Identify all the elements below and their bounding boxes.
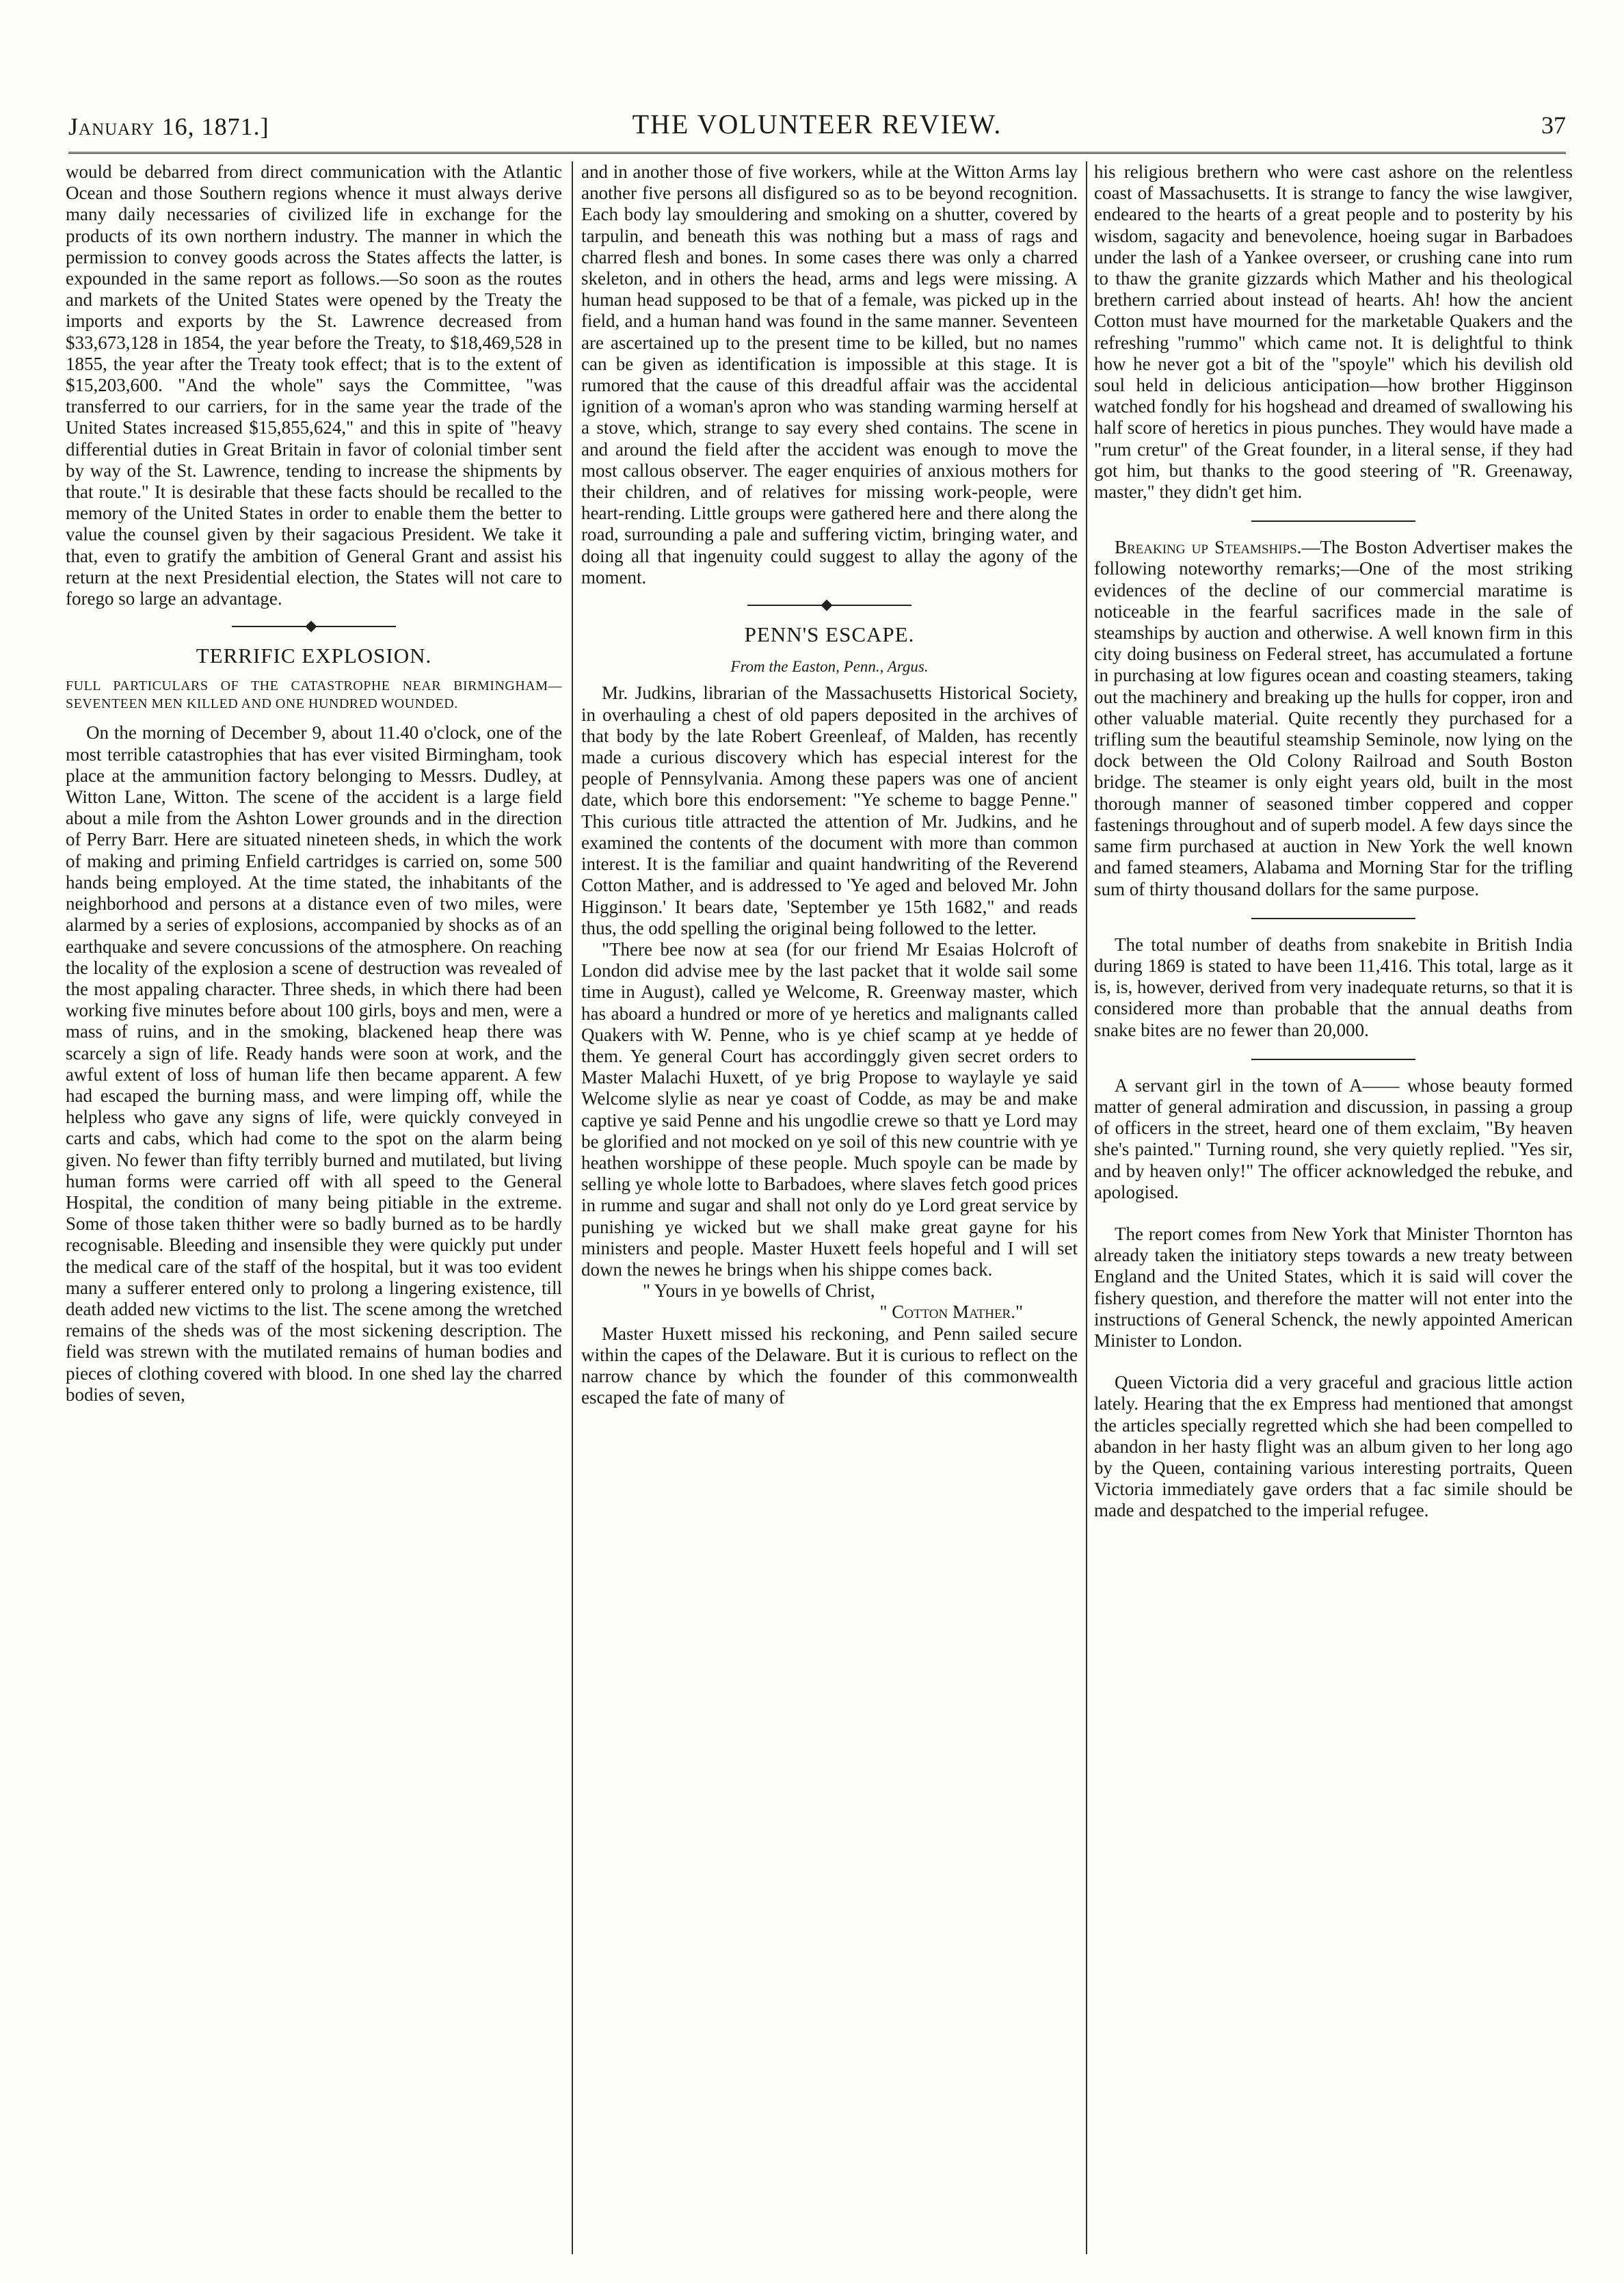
article-heading-penn: PENN'S ESCAPE.: [744, 622, 915, 647]
issue-date: January 16, 1871.]: [68, 113, 269, 140]
header-rule: [68, 152, 1566, 154]
letter-closing: " Yours in ye bowells of Christ,: [643, 1280, 875, 1302]
column-1: [66, 161, 562, 1406]
article-rule: [1251, 520, 1415, 522]
letter-signature: " Cotton Mather.": [879, 1302, 1023, 1323]
column-divider: [572, 161, 573, 2254]
page-header: [68, 108, 1566, 142]
article-paragraph: [1094, 537, 1573, 899]
article-paragraph: Master Huxett missed his reckoning, and Penn sailed secure within the capes of the Delaware. But it is curious to reflect on the narrow chance by which the founder of this commonwealth escaped the fate of many of: [581, 1323, 1078, 1408]
article-paragraph: Queen Victoria did a very graceful and gracious little action lately. Hearing that the ex Empress had mentioned that amongst the articles specially regretted which she had been compelled to abandon in her hasty flight was an album given to her long ago by the Queen, containing various interesting portraits, Queen Victoria immediately gave orders that a fac simile should be made and despatched to the imperial refugee.: [1094, 1372, 1573, 1521]
article-source: From the Easton, Penn., Argus.: [730, 658, 929, 676]
article-divider: [747, 605, 911, 606]
publication-title: THE VOLUNTEER REVIEW.: [632, 109, 1002, 140]
article-paragraph: Mr. Judkins, librarian of the Massachusetts Historical Society, in overhauling a chest of old papers deposited in the archives of that body by the late Robert Greenleaf, of Malden, has recently made a curious discovery which has especial interest for the people of Pennsylvania. Among these papers was one of ancient date, which bore this endorsement: "Ye scheme to bagge Penne." This curious title attracted the attention of Mr. Judkins, and he examined the contents of the document with more than common interest. It is the familiar and quaint handwriting of the Reverend Cotton Mather, and is addressed to 'Ye aged and beloved Mr. John Higginson.' It bears date, 'September ye 15th 1682," and reads thus, the odd spelling the original being followed to the letter.: [581, 683, 1078, 938]
article-rule: [1251, 1059, 1415, 1060]
article-subheading: FULL PARTICULARS OF THE CATASTROPHE NEAR BIRMINGHAM—SEVENTEEN MEN KILLED AND ONE HUNDRED WOUNDED.: [66, 678, 562, 712]
paragraph-text: —The Boston Advertiser makes the following noteworthy remarks;—One of the most striking evidences of the decline of our commercial maratime is noticeable in the fearful sacrifices made in the sale of steamships by auction and otherwise. A well known firm in this city doing business on Federal street, has accumulated a fortune in purchasing at low figures ocean and coasting steamers, taking out the machinery and breaking up the hulls for copper, iron and other valuable material. Quite recently they purchased for a trifling sum the beautiful steamship Seminole, now lying on the dock between the Old Colony Railroad and South Boston bridge. The steamer is only eight years old, built in the most thorough manner of seasoned timber coppered and copper fastenings throughout and of superb model. A few days since the same firm purchased at auction in New York the well known and famed steamers, Alabama and Morning Star for the trifling sum of thirty thousand dollars for the same purpose.: [1094, 537, 1573, 899]
article-continued-paragraph: and in another those of five workers, while at the Witton Arms lay another five persons all disfigured so as to be beyond recognition. Each body lay smouldering and smoking on a shutter, covered by tarpulin, and beneath this was nothing but a mass of rags and charred flesh and bones. In some cases there was only a charred skeleton, and in others the head, arms and legs were missing. A human head supposed to be that of a female, was picked up in the field, and a human hand was found in the same manner. Seventeen are ascertained up to the present time to be killed, but no names can be given as identification is impossible at this stage. It is rumored that the cause of this dreadful affair was the accidental ignition of a woman's apron who was standing warming herself at a stove, which, strange to say every shed contains. The scene in and around the field after the accident was enough to move the most callous observer. The eager enquiries of anxious mothers for their children, and of relatives for missing work-people, were heart-rending. Little groups were gathered here and there along the road, surrounding a pale and suffering victim, bringing water, and doing all that ingenuity could suggest to allay the agony of the moment.: [581, 161, 1078, 588]
runin-heading: Breaking up Steamships.: [1115, 537, 1302, 558]
article-divider: [232, 626, 396, 627]
column-divider: [1086, 161, 1087, 2254]
article-heading-explosion: TERRIFIC EXPLOSION.: [196, 644, 432, 668]
article-paragraph: A servant girl in the town of A—— whose beauty formed matter of general admiration and discussion, in passing a group of officers in the street, heard one of them exclaim, "By heaven she's painted." Turning round, she very quietly replied. "Yes sir, and by heaven only!" The officer acknowledged the rebuke, and apologised.: [1094, 1074, 1573, 1202]
article-paragraph: On the morning of December 9, about 11.40 o'clock, one of the most terrible catastrophies that has ever visited Birmingham, took place at the ammunition factory belonging to Messrs. Dudley, at Witton Lane, Witton. The scene of the accident is a large field about a mile from the Ashton Lower grounds and in the direction of Perry Barr. Here are situated nineteen sheds, in which the work of making and priming Enfield cartridges is carried on, some 500 hands being employed. At the time stated, the inhabitants of the neighborhood and persons at a distance even of two miles, were alarmed by a series of explosions, accompanied by shocks as of an earthquake and severe concussions of the atmosphere. On reaching the locality of the explosion a scene of destruction was revealed of the most appaling character. Three sheds, in which there had been working five minutes before about 100 girls, boys and men, were a mass of ruins, and in the smoking, blackened heap there was scarcely a sign of life. Ready hands were soon at work, and the awful extent of loss of human life then became apparent. A few had escaped the burning mass, and were limping off, while the helpless who gave any signs of life, were quickly conveyed in carts and cabs, which had come to the spot on the alarm being given. No fewer than fifty terribly burned and mutilated, but living human forms were carried off with all speed to the General Hospital, the condition of many being pitiable in the extreme. Some of those taken thither were so badly burned as to be hardly recognisable. Bleeding and insensible they were quickly put under the medical care of the staff of the hospital, but it was too evident many a sufferer entered only to prolong a lingering existence, till death added new victims to the list. The scene among the wretched remains of the sheds was of the most sickening description. The field was strewn with the mutilated remains of human bodies and pieces of clothing covered with blood. In one shed lay the charred bodies of seven,: [66, 722, 562, 1405]
article-continued-paragraph: would be debarred from direct communication with the Atlantic Ocean and those Southern regions whence it must always derive many daily necessaries of civilized life in exchange for the products of its own northern industry. The manner in which the permission to convey goods across the States affects the latter, is expounded in the same report as follows.—So soon as the routes and markets of the United States were opened by the Treaty the imports and exports by the St. Lawrence decreased from $33,673,128 in 1854, the year before the Treaty, to $18,469,528 in 1855, the year after the Treaty took effect; that is to the extent of $15,203,600. "And the whole" says the Committee, "was transferred to our carriers, for in the same year the trade of the United States increased $15,855,624," and this in spite of "heavy differential duties in Great Britain in favor of colonial timber sent by way of the St. Lawrence, tending to increase the shipments by that route." It is desirable that these facts should be recalled to the memory of the United States in order to enable them the better to value the counsel given by their sagacious President. We take it that, even to gratify the ambition of General Grant and assist his return at the next Presidential election, the States will not care to forego so large an advantage.: [66, 161, 562, 609]
article-paragraph: The total number of deaths from snakebite in British India during 1869 is stated to have been 11,416. This total, large as it is, is, however, derived from very inadequate returns, so that it is considered more than probable that the annual deaths from snake bites are no fewer than 20,000.: [1094, 934, 1573, 1040]
column-3: [1094, 161, 1573, 1522]
article-rule: [1251, 918, 1415, 919]
article-paragraph: The report comes from New York that Minister Thornton has already taken the initiatory steps towards a new treaty between England and the United States, which it is said will cover the fishery question, and therefore the matter will not enter into the instructions of General Schenck, the newly appointed American Minister to London.: [1094, 1223, 1573, 1351]
column-2: [581, 161, 1078, 1408]
article-paragraph: "There bee now at sea (for our friend Mr Esaias Holcroft of London did advise mee by the last packet that it wolde sail some time in August), called ye Welcome, R. Greenway master, which has aboard a hundred or more of ye heretics and malignants called Quakers with W. Penne, who is ye chief scamp at ye hedde of them. Ye general Court has accordinggly given secret orders to Master Malachi Huxett, of ye brig Propose to waylayle ye said Welcome slylie as near ye coast of Codde, as may be and make captive ye said Penne and his ungodlie crewe so thatt ye Lord may be glorified and not mocked on ye soil of this new countrie with ye heathen worshippe of these people. Much spoyle can be made by selling ye whole lotte to Barbadoes, where slaves fetch good prices in rumme and sugar and shall not only do ye Lord great service by punishing ye wicked but we shall make great gayne for his ministers and people. Master Huxett feels hopeful and I will set down the newes he brings when his shippe comes back.: [581, 938, 1078, 1280]
article-continued-paragraph: his religious brethern who were cast ashore on the relentless coast of Massachusetts. It is strange to fancy the wise lawgiver, endeared to the hearts of a great people and to posterity by his wisdom, sagacity and benevolence, hoeing sugar in Barbadoes under the lash of a Yankee overseer, or crushing cane into rum to thaw the granite gizzards which Mather and his theological brethern carried about instead of hearts. Ah! how the ancient Cotton must have mourned for the marketable Quakers and the refreshing "rummo" which came not. It is delightful to think how he never got a bit of the "spoyle" which his devilish old soul held in delicious anticipation—how brother Higginson watched fondly for his hogshead and dreamed of swallowing his half score of heretics in pious punches. They would have made a "rum cretur" of the Great founder, in a literal sense, if they had got him, but thanks to the good steering of "R. Greenaway, master," they didn't get him.: [1094, 161, 1573, 503]
page-number: 37: [1541, 111, 1566, 139]
